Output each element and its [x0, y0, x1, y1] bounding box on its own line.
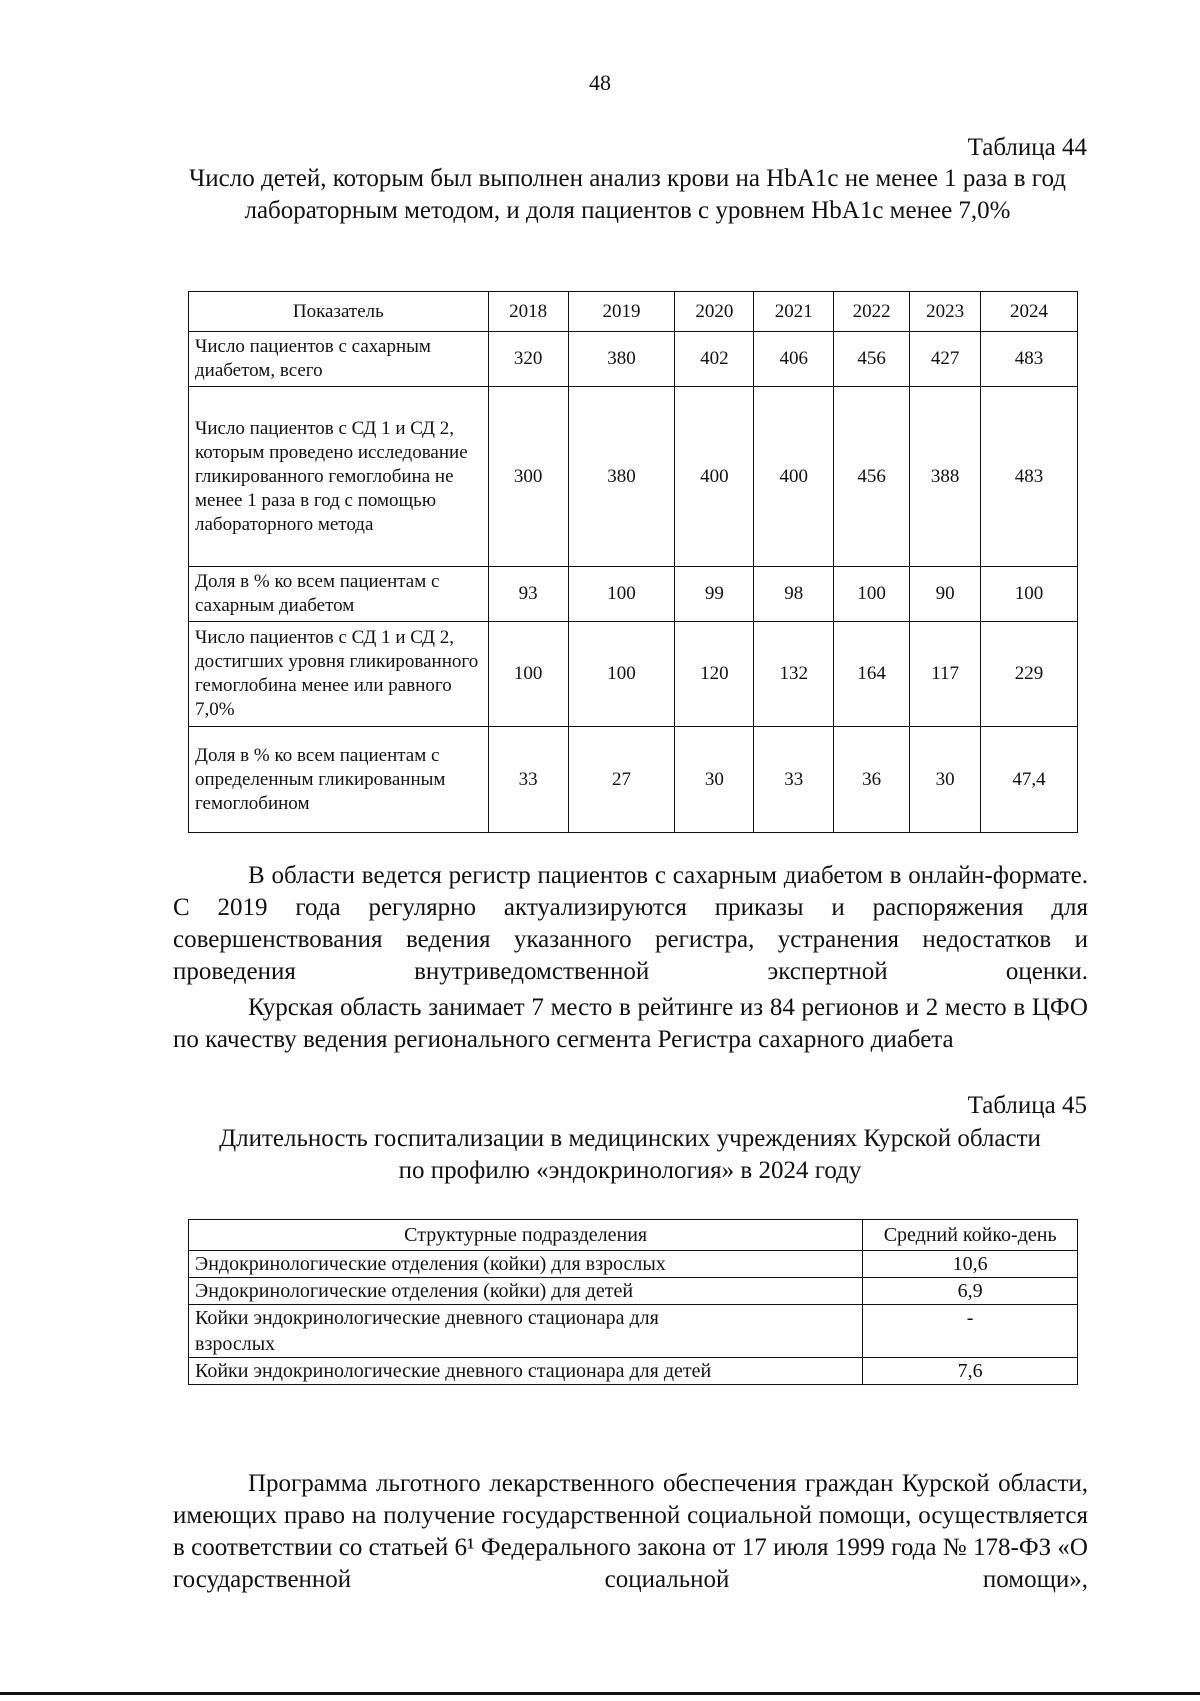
table-45-header-row	[189, 1220, 1078, 1251]
table-cell: 100	[488, 622, 568, 727]
table-row	[189, 332, 1078, 387]
table-row	[189, 1251, 1078, 1278]
header-cell: 2024	[981, 292, 1078, 332]
table-cell: 456	[834, 387, 910, 567]
row-label: Койки эндокринологические дневного стационара для взрослых	[189, 1305, 863, 1358]
table-cell: 98	[754, 567, 834, 622]
header-cell: 2021	[754, 292, 834, 332]
table-cell: 99	[675, 567, 754, 622]
table-44	[188, 291, 1078, 833]
header-cell: 2019	[568, 292, 675, 332]
table-cell: 33	[488, 727, 568, 833]
table-row	[189, 622, 1078, 727]
table-cell: -	[863, 1305, 1078, 1358]
table-cell: 400	[754, 387, 834, 567]
table-44-number: Таблица 44	[967, 134, 1087, 161]
table-cell: 402	[675, 332, 754, 387]
table-cell: 164	[834, 622, 910, 727]
table-cell: 427	[910, 332, 981, 387]
row-label: Эндокринологические отделения (койки) для детей	[189, 1278, 863, 1305]
page-number: 48	[589, 70, 611, 95]
table-cell: 30	[910, 727, 981, 833]
row-label: Доля в % ко всем пациентам с определенным гликированным гемоглобином	[189, 727, 489, 833]
table-row	[189, 387, 1078, 567]
table-45	[188, 1219, 1078, 1385]
table-cell: 483	[981, 332, 1078, 387]
row-label: Число пациентов с сахарным диабетом, всего	[189, 332, 489, 387]
table-cell: 47,4	[981, 727, 1078, 833]
paragraph-registry: В области ведется регистр пациентов с сахарным диабетом в онлайн-формате. С 2019 года регулярно актуализируются приказы и распоряжения для совершенствования ведения указанного регистра, устранения недостатков и проведения внутриведомственной экспертной оценки.	[173, 862, 1088, 985]
table-44-header-row	[189, 292, 1078, 332]
paragraph-drug-program: Программа льготного лекарственного обеспечения граждан Курской области, имеющих право на получение государственной социальной помощи, осуществляется в соответствии со статьей 6¹ Федерального закона от 17 июля 1999 года № 178-ФЗ «О государственной социальной помощи»,	[173, 1470, 1088, 1593]
table-cell: 100	[834, 567, 910, 622]
table-cell: 93	[488, 567, 568, 622]
header-cell: Показатель	[189, 292, 489, 332]
table-cell: 10,6	[863, 1251, 1078, 1278]
table-cell: 33	[754, 727, 834, 833]
table-cell: 6,9	[863, 1278, 1078, 1305]
table-cell: 117	[910, 622, 981, 727]
table-cell: 380	[568, 387, 675, 567]
page-bottom-border	[0, 1692, 1200, 1695]
table-row	[189, 1278, 1078, 1305]
table-cell: 388	[910, 387, 981, 567]
table-row	[189, 1305, 1078, 1358]
row-label: Число пациентов с СД 1 и СД 2, достигших уровня гликированного гемоглобина менее или равного 7,0%	[189, 622, 489, 727]
header-cell: 2023	[910, 292, 981, 332]
table-cell: 30	[675, 727, 754, 833]
table-cell: 7,6	[863, 1358, 1078, 1385]
table-cell: 483	[981, 387, 1078, 567]
table-cell: 380	[568, 332, 675, 387]
table-45-title: Длительность госпитализации в медицинских учреждениях Курской области по профилю «эндокринология» в 2024 году	[219, 1125, 1041, 1184]
table-row	[189, 727, 1078, 833]
table-cell: 320	[488, 332, 568, 387]
row-label: Число пациентов с СД 1 и СД 2, которым проведено исследование гликированного гемоглобина не менее 1 раза в год с помощью лабораторного метода	[189, 387, 489, 567]
table-45-number: Таблица 45	[967, 1092, 1087, 1119]
table-cell: 120	[675, 622, 754, 727]
table-cell: 229	[981, 622, 1078, 727]
row-label: Койки эндокринологические дневного стационара для детей	[189, 1358, 863, 1385]
header-cell: Структурные подразделения	[189, 1220, 863, 1251]
header-cell: 2018	[488, 292, 568, 332]
table-cell: 456	[834, 332, 910, 387]
table-cell: 300	[488, 387, 568, 567]
table-cell: 27	[568, 727, 675, 833]
table-cell: 100	[568, 622, 675, 727]
header-cell: 2022	[834, 292, 910, 332]
table-cell: 90	[910, 567, 981, 622]
paragraph-rating: Курская область занимает 7 место в рейтинге из 84 регионов и 2 место в ЦФО по качеству ведения регионального сегмента Регистра сахарного диабета	[173, 994, 1088, 1053]
table-row	[189, 567, 1078, 622]
table-cell: 132	[754, 622, 834, 727]
table-cell: 406	[754, 332, 834, 387]
table-cell: 36	[834, 727, 910, 833]
table-cell: 100	[981, 567, 1078, 622]
table-row	[189, 1358, 1078, 1385]
header-cell: 2020	[675, 292, 754, 332]
table-cell: 100	[568, 567, 675, 622]
row-label: Доля в % ко всем пациентам с сахарным диабетом	[189, 567, 489, 622]
table-cell: 400	[675, 387, 754, 567]
row-label: Эндокринологические отделения (койки) для взрослых	[189, 1251, 863, 1278]
header-cell: Средний койко-день	[863, 1220, 1078, 1251]
table-44-title: Число детей, которым был выполнен анализ крови на HbA1c не менее 1 раза в год лабораторным методом, и доля пациентов с уровнем HbA1c менее 7,0%	[189, 165, 1066, 224]
